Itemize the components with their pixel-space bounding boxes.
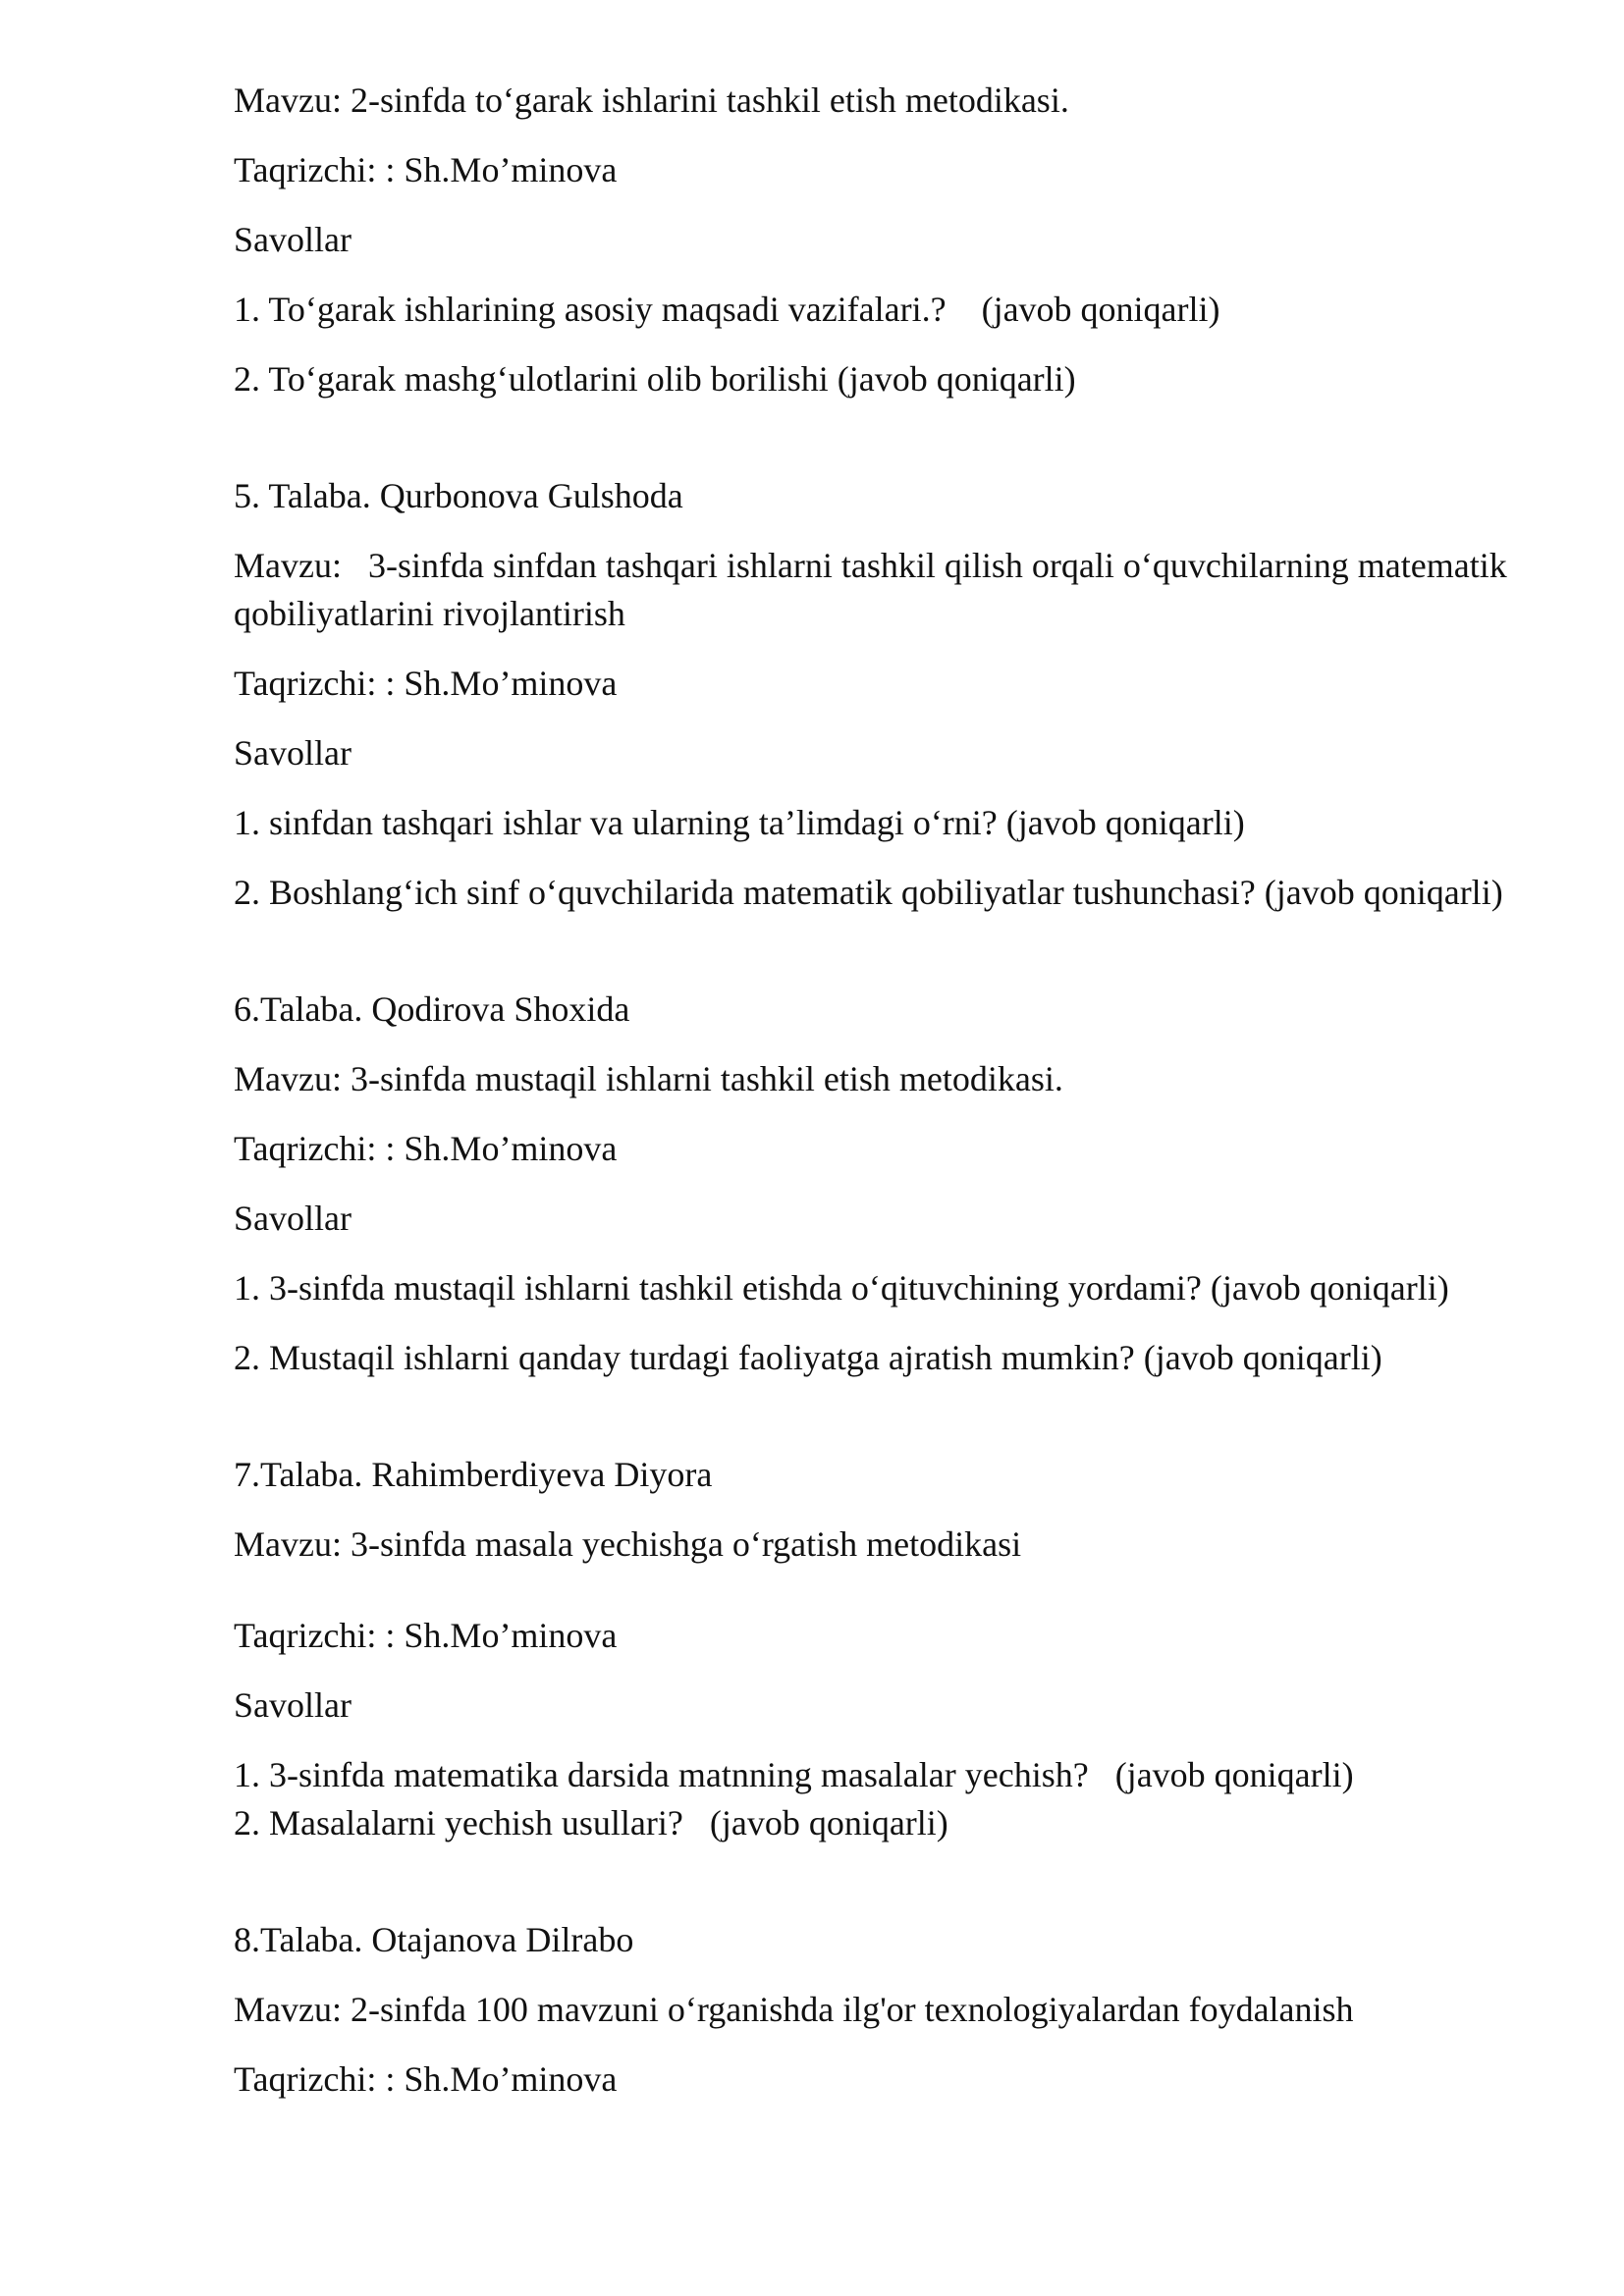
document-body xyxy=(234,77,1569,2125)
reviewer-line: Taqrizchi: : Sh.Mo’minova xyxy=(234,664,618,703)
reviewer-line: Taqrizchi: : Sh.Mo’minova xyxy=(234,150,618,189)
question-line: 2. Boshlang‘ich sinf o‘quvchilarida matematik qobiliyatlar tushunchasi? (javob qoniqarli) xyxy=(234,873,1503,912)
topic-line: Mavzu: 3-sinfda sinfdan tashqari ishlarni tashkil qilish orqali o‘quvchilarning matematik qobiliyatlarini rivojlantirish xyxy=(234,546,1516,633)
student-header: 7.Talaba. Rahimberdiyeva Diyora xyxy=(234,1455,713,1494)
question-line: 1. sinfdan tashqari ishlar va ularning ta’limdagi o‘rni? (javob qoniqarli) xyxy=(234,803,1245,842)
student-block-5 xyxy=(234,472,1569,917)
questions-heading: Savollar xyxy=(234,220,352,259)
reviewer-line: Taqrizchi: : Sh.Mo’minova xyxy=(234,2059,618,2099)
student-block-8 xyxy=(234,1916,1569,2104)
questions-heading: Savollar xyxy=(234,1685,352,1725)
questions-heading: Savollar xyxy=(234,733,352,773)
question-line: 2. To‘garak mashg‘ulotlarini olib borilishi (javob qoniqarli) xyxy=(234,359,1076,399)
question-line: 1. 3-sinfda mustaqil ishlarni tashkil etishda o‘qituvchining yordami? (javob qoniqarli) xyxy=(234,1268,1449,1308)
topic-line: Mavzu: 2-sinfda 100 mavzuni o‘rganishda ilg'or texnologiyalardan foydalanish xyxy=(234,1990,1354,2029)
questions-heading: Savollar xyxy=(234,1199,352,1238)
question-line: 1. To‘garak ishlarining asosiy maqsadi vazifalari.? (javob qoniqarli) xyxy=(234,290,1220,329)
student-block-7 xyxy=(234,1451,1569,1847)
question-line: 1. 3-sinfda matematika darsida matnning masalalar yechish? (javob qoniqarli) xyxy=(234,1755,1354,1794)
topic-line: Mavzu: 3-sinfda mustaqil ishlarni tashkil etish metodikasi. xyxy=(234,1059,1063,1098)
student-block-1 xyxy=(234,77,1569,403)
question-line: 2. Mustaqil ishlarni qanday turdagi faoliyatga ajratish mumkin? (javob qoniqarli) xyxy=(234,1338,1382,1377)
topic-line: Mavzu: 3-sinfda masala yechishga o‘rgatish metodikasi xyxy=(234,1524,1022,1564)
student-header: 6.Talaba. Qodirova Shoxida xyxy=(234,989,630,1029)
reviewer-line: Taqrizchi: : Sh.Mo’minova xyxy=(234,1616,618,1655)
topic-line: Mavzu: 2-sinfda to‘garak ishlarini tashkil etish metodikasi. xyxy=(234,80,1069,120)
student-header: 5. Talaba. Qurbonova Gulshoda xyxy=(234,476,683,515)
reviewer-line: Taqrizchi: : Sh.Mo’minova xyxy=(234,1129,618,1168)
question-line: 2. Masalalarni yechish usullari? (javob qoniqarli) xyxy=(234,1803,948,1842)
student-block-6 xyxy=(234,986,1569,1382)
student-header: 8.Talaba. Otajanova Dilrabo xyxy=(234,1920,634,1959)
